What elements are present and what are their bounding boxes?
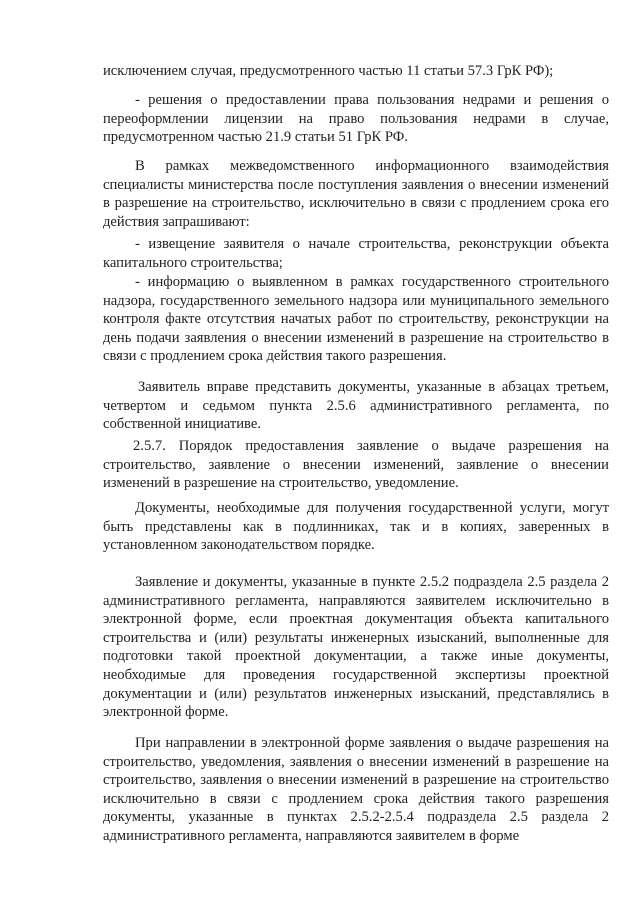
paragraph-text: В рамках межведомственного информационного взаимодействия специалисты министерства после поступления заявления о внесении изменений в разрешение на строительство, исключительно в связи с продлением срока его действия запрашивают: xyxy=(103,158,609,230)
paragraph-supervision-info xyxy=(103,273,609,366)
paragraph-text: Документы, необходимые для получения государственной услуги, могут быть представлены как в подлинниках, так и в копиях, заверенных в установленном законодательством порядке. xyxy=(103,500,609,554)
paragraph-text: При направлении в электронной форме заявления о выдаче разрешения на строительство, уведомления, заявления о внесении изменений в разрешение на строительство, заявления о внесении изменений в разрешение на строительство исключительно в связи с продлением срока действия такого разрешения документы, указанные в пунктах 2.5.2-2.5.4 подраздела 2.5 раздела 2 административного регламента, направляются заявителем в форме xyxy=(103,735,609,844)
paragraph-text: 2.5.7. Порядок предоставления заявление о выдаче разрешения на строительство, заявление о внесении изменений, заявление о внесении изменений в разрешение на строительство, уведомление. xyxy=(103,438,609,492)
paragraph-text: - извещение заявителя о начале строительства, реконструкции объекта капитального строительства; xyxy=(103,236,609,271)
paragraph-2-5-7 xyxy=(103,437,609,493)
paragraph-notice-start xyxy=(103,235,609,272)
paragraph-documents-copies xyxy=(103,499,609,555)
paragraph-text: - решения о предоставлении права пользования недрами и решения о переоформлении лицензии на право пользования недрами в случае, предусмотренном частью 21.9 статьи 51 ГрК РФ. xyxy=(103,92,609,146)
paragraph-text: - информацию о выявленном в рамках государственного строительного надзора, государственного земельного надзора или муниципального земельного контроля факте отсутствия начатых работ по строительству, реконструкции на день подачи заявления о внесении изменений в разрешение на строительство в связи с продлением срока действия такого разрешения. xyxy=(103,274,609,365)
paragraph-subsoil-decision xyxy=(103,91,609,147)
paragraph-interagency-request xyxy=(103,157,609,231)
paragraph-electronic-submission xyxy=(103,734,609,846)
paragraph-electronic-form xyxy=(103,573,609,722)
paragraph-text: исключением случая, предусмотренного частью 11 статьи 57.3 ГрК РФ); xyxy=(103,63,554,79)
paragraph-continuation xyxy=(103,62,609,81)
paragraph-text: Заявление и документы, указанные в пункте 2.5.2 подраздела 2.5 раздела 2 административного регламента, направляются заявителем исключительно в электронной форме, если проектная документация объекта капитального строительства и (или) результаты инженерных изысканий, выполненные для подготовки такой проектной документации, а также иные документы, необходимые для проведения государственной экспертизы проектной документации и (или) результатов инженерных изысканий, представлялись в электронной форме. xyxy=(103,574,609,721)
paragraph-own-initiative xyxy=(103,378,609,434)
paragraph-text: Заявитель вправе представить документы, указанные в абзацах третьем, четвертом и седьмом пункта 2.5.6 административного регламента, по собственной инициативе. xyxy=(103,379,609,433)
